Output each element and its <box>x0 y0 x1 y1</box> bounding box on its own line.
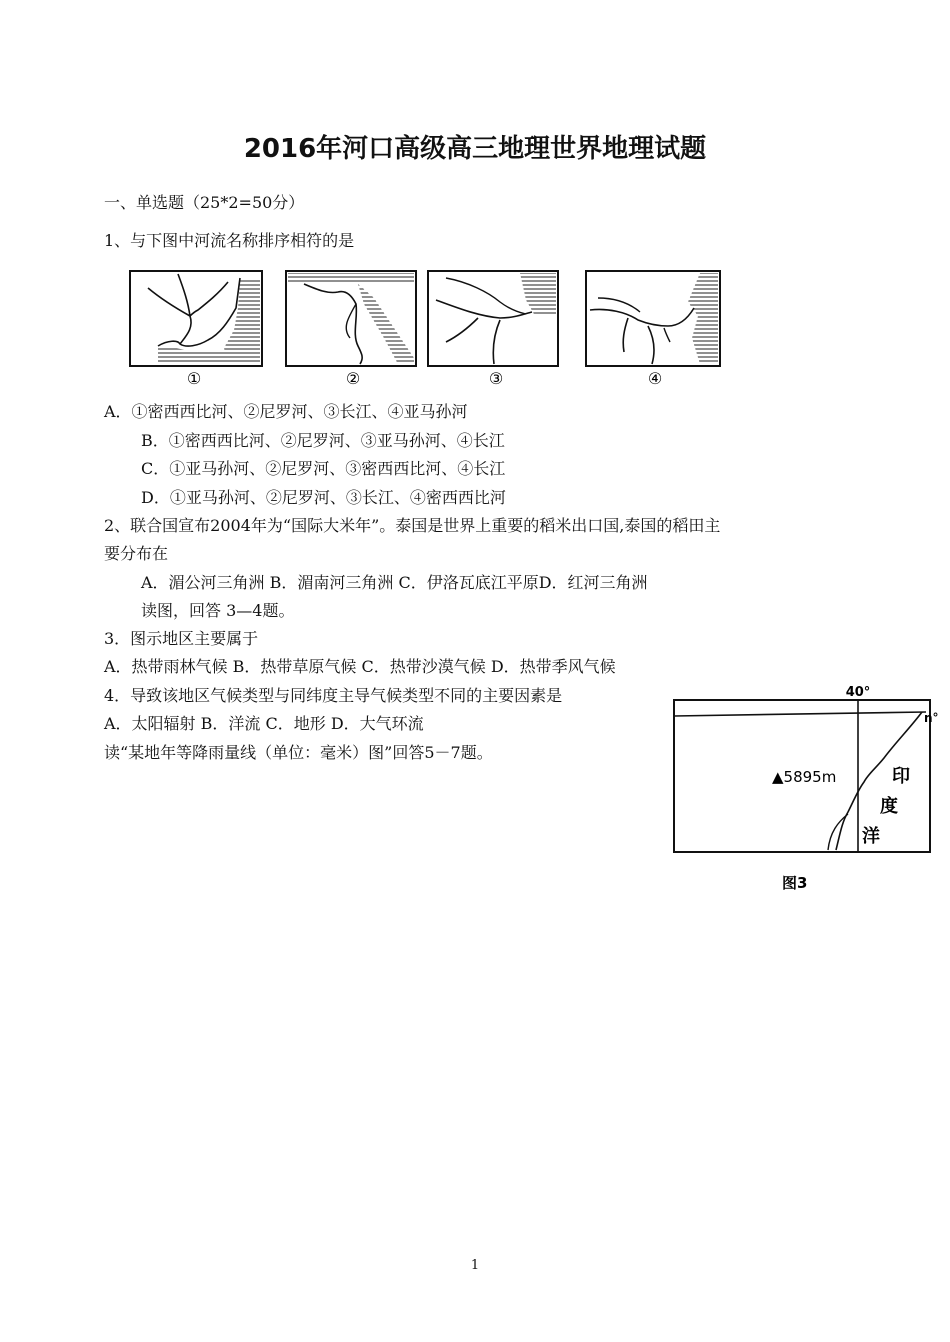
map-label-1: ① <box>186 369 202 388</box>
map-label-2: ② <box>345 369 361 388</box>
q2-options: A．湄公河三角洲 B．湄南河三角洲 C．伊洛瓦底江平原D．红河三角洲 <box>141 573 648 592</box>
q4-options: A．太阳辐射 B．洋流 C．地形 D．大气环流 <box>104 714 424 733</box>
q3-options: A．热带雨林气候 B．热带草原气候 C．热带沙漠气候 D．热带季风气候 <box>104 657 616 676</box>
ocean-label-char-2: 度 <box>880 796 898 817</box>
read-figure-instruction-5-7: 读“某地年等降雨量线（单位：毫米）图”回答5－7题。 <box>104 743 493 762</box>
read-figure-instruction-3-4: 读图，回答 3—4题。 <box>141 601 295 620</box>
document-title: 2016年河口高级高三地理世界地理试题 <box>243 134 707 164</box>
map-label-3: ③ <box>488 369 504 388</box>
q1-option-a: A．①密西西比河、②尼罗河、③长江、④亚马孙河 <box>104 402 468 421</box>
page-number: 1 <box>470 1258 480 1273</box>
q1-option-b: B．①密西西比河、②尼罗河、③亚马孙河、④长江 <box>141 431 505 450</box>
ocean-label-char-3: 洋 <box>862 826 880 847</box>
question-3-stem: 3．图示地区主要属于 <box>104 629 259 648</box>
figure-3-caption: 图3 <box>782 874 808 892</box>
figure-3-map <box>670 682 940 897</box>
river-map-4 <box>586 271 720 388</box>
ocean-label-char-1: 印 <box>892 766 910 787</box>
river-map-1 <box>130 271 262 388</box>
river-map-2 <box>286 271 416 388</box>
map-label-4: ④ <box>647 369 663 388</box>
latitude-label: n° <box>924 711 939 725</box>
q1-option-d: D．①亚马孙河、②尼罗河、③长江、④密西西比河 <box>141 488 506 507</box>
longitude-label: 40° <box>845 685 871 700</box>
section-heading: 一、单选题（25*2=50分） <box>104 193 305 212</box>
question-1-stem: 1、与下图中河流名称排序相符的是 <box>104 231 355 250</box>
river-maps-figure <box>128 268 728 392</box>
q1-option-c: C．①亚马孙河、②尼罗河、③密西西比河、④长江 <box>141 459 506 478</box>
question-2-stem-line2: 要分布在 <box>104 544 169 563</box>
peak-elevation-label: ▲5895m <box>772 768 837 786</box>
question-4-stem: 4．导致该地区气候类型与同纬度主导气候类型不同的主要因素是 <box>104 686 563 705</box>
river-map-3 <box>428 271 558 388</box>
question-2-stem-line1: 2、联合国宣布2004年为“国际大米年”。泰国是世界上重要的稻米出口国,泰国的稻田主 <box>104 516 721 535</box>
